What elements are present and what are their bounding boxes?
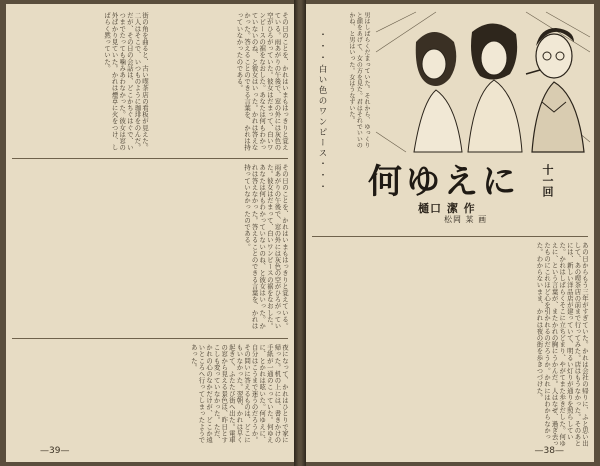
- left-middle-text: その日のことを、かれはいまもはっきりと覚えている。雨あがりの午後で、窓の外には灰色の空がひろがっていた。彼女はだまって、白いワンピースの裾をなおした。あなたは何もわかっていないのね、と彼女はいった。かれは答えなかった。答えることのできる言葉を、かれは持っていなかったのである。: [243, 164, 289, 329]
- subtitle-dots-end: ・・・: [317, 159, 327, 194]
- subtitle-dots: ・・・: [317, 30, 327, 65]
- story-illustration: [376, 12, 590, 152]
- left-rule-2: [12, 338, 288, 339]
- page-number-left: —39—: [40, 446, 70, 456]
- author-credit: 樋口 潔 作: [418, 202, 476, 215]
- left-top-text-right: その日のことを、かれはいまもはっきりと覚えている。雨あがりの午後で、窓の外には灰色の空がひろがっていた。彼女はだまって、白いワンピースの裾をなおした。あなたは何もわかっていないのね、と彼女はいった。かれは答えなかった。答えることのできる言葉を、かれは持っていなかったのである。: [235, 12, 289, 151]
- subtitle-text: 白い色のワンピース: [317, 64, 327, 159]
- illustrator-credit: 松岡 某 画: [444, 215, 488, 224]
- left-top-text-left: 街の角を曲ると、古い喫茶店の看板が見えた。二人はそこで、いつものように珈琲をのんだ。だが、その日の会話は、どこかちぐはぐで、いつまでたっても噛みあわなかった。彼女は窓の外ばかり見ていた。かれは煙草に火をつけ、しばらく黙っていた。: [103, 12, 149, 151]
- right-page: [306, 4, 594, 462]
- right-rule-1: [312, 236, 588, 237]
- right-bottom-text: あの日からもう三年がすぎていた。かれは会社の帰りに、ふと思い出して、あの喫茶店の前まで行ってみた。店はもうなかった。そのあとには、新しい洋品店が建っていて、明るい灯りが通りを照らしていた。かれはしばらくそこに立ちどまり、やがてまた歩きだした。何ゆえに、という言葉が、またかれの胸にうかんだ。人はなぜ、過ぎ去ったものにこれほど心を引かれるのだろうか。かれにはわからなかった。わからないまま、かれは夜の街を歩きつづけた。: [535, 242, 589, 447]
- episode-number: 十一回: [541, 164, 554, 197]
- gutter: [294, 0, 306, 466]
- story-title: 何ゆえに: [368, 162, 520, 202]
- page-number-right: —38—: [534, 446, 564, 456]
- left-page: [6, 4, 294, 462]
- right-top-left-text: 男はしばらくだまっていた。それから、ゆっくりと顔をあげて、女の方を見た。君はそれでいいのかね、と男はいった。女はうなずいた。: [347, 12, 370, 149]
- story-subtitle: [316, 30, 328, 194]
- left-bottom-text: 夜になって、かれはひとりで家に帰った。机の上には、書きかけの手紙が一通のこっていた。何ゆえに、とかれは呟いた。何ゆえに、自分はこうまで迷うのだろうか。その問いに答えるものは、どこにもいなかった。翌朝、かれは早く起きて、ふたたび街へ出た。電車の窓から見える景色は、昨日とすこしも変っていなかった。ただ、かれの心のなかだけが、どこか遠いところへ行ってしまったようであった。: [189, 344, 289, 443]
- left-rule-1: [12, 158, 288, 159]
